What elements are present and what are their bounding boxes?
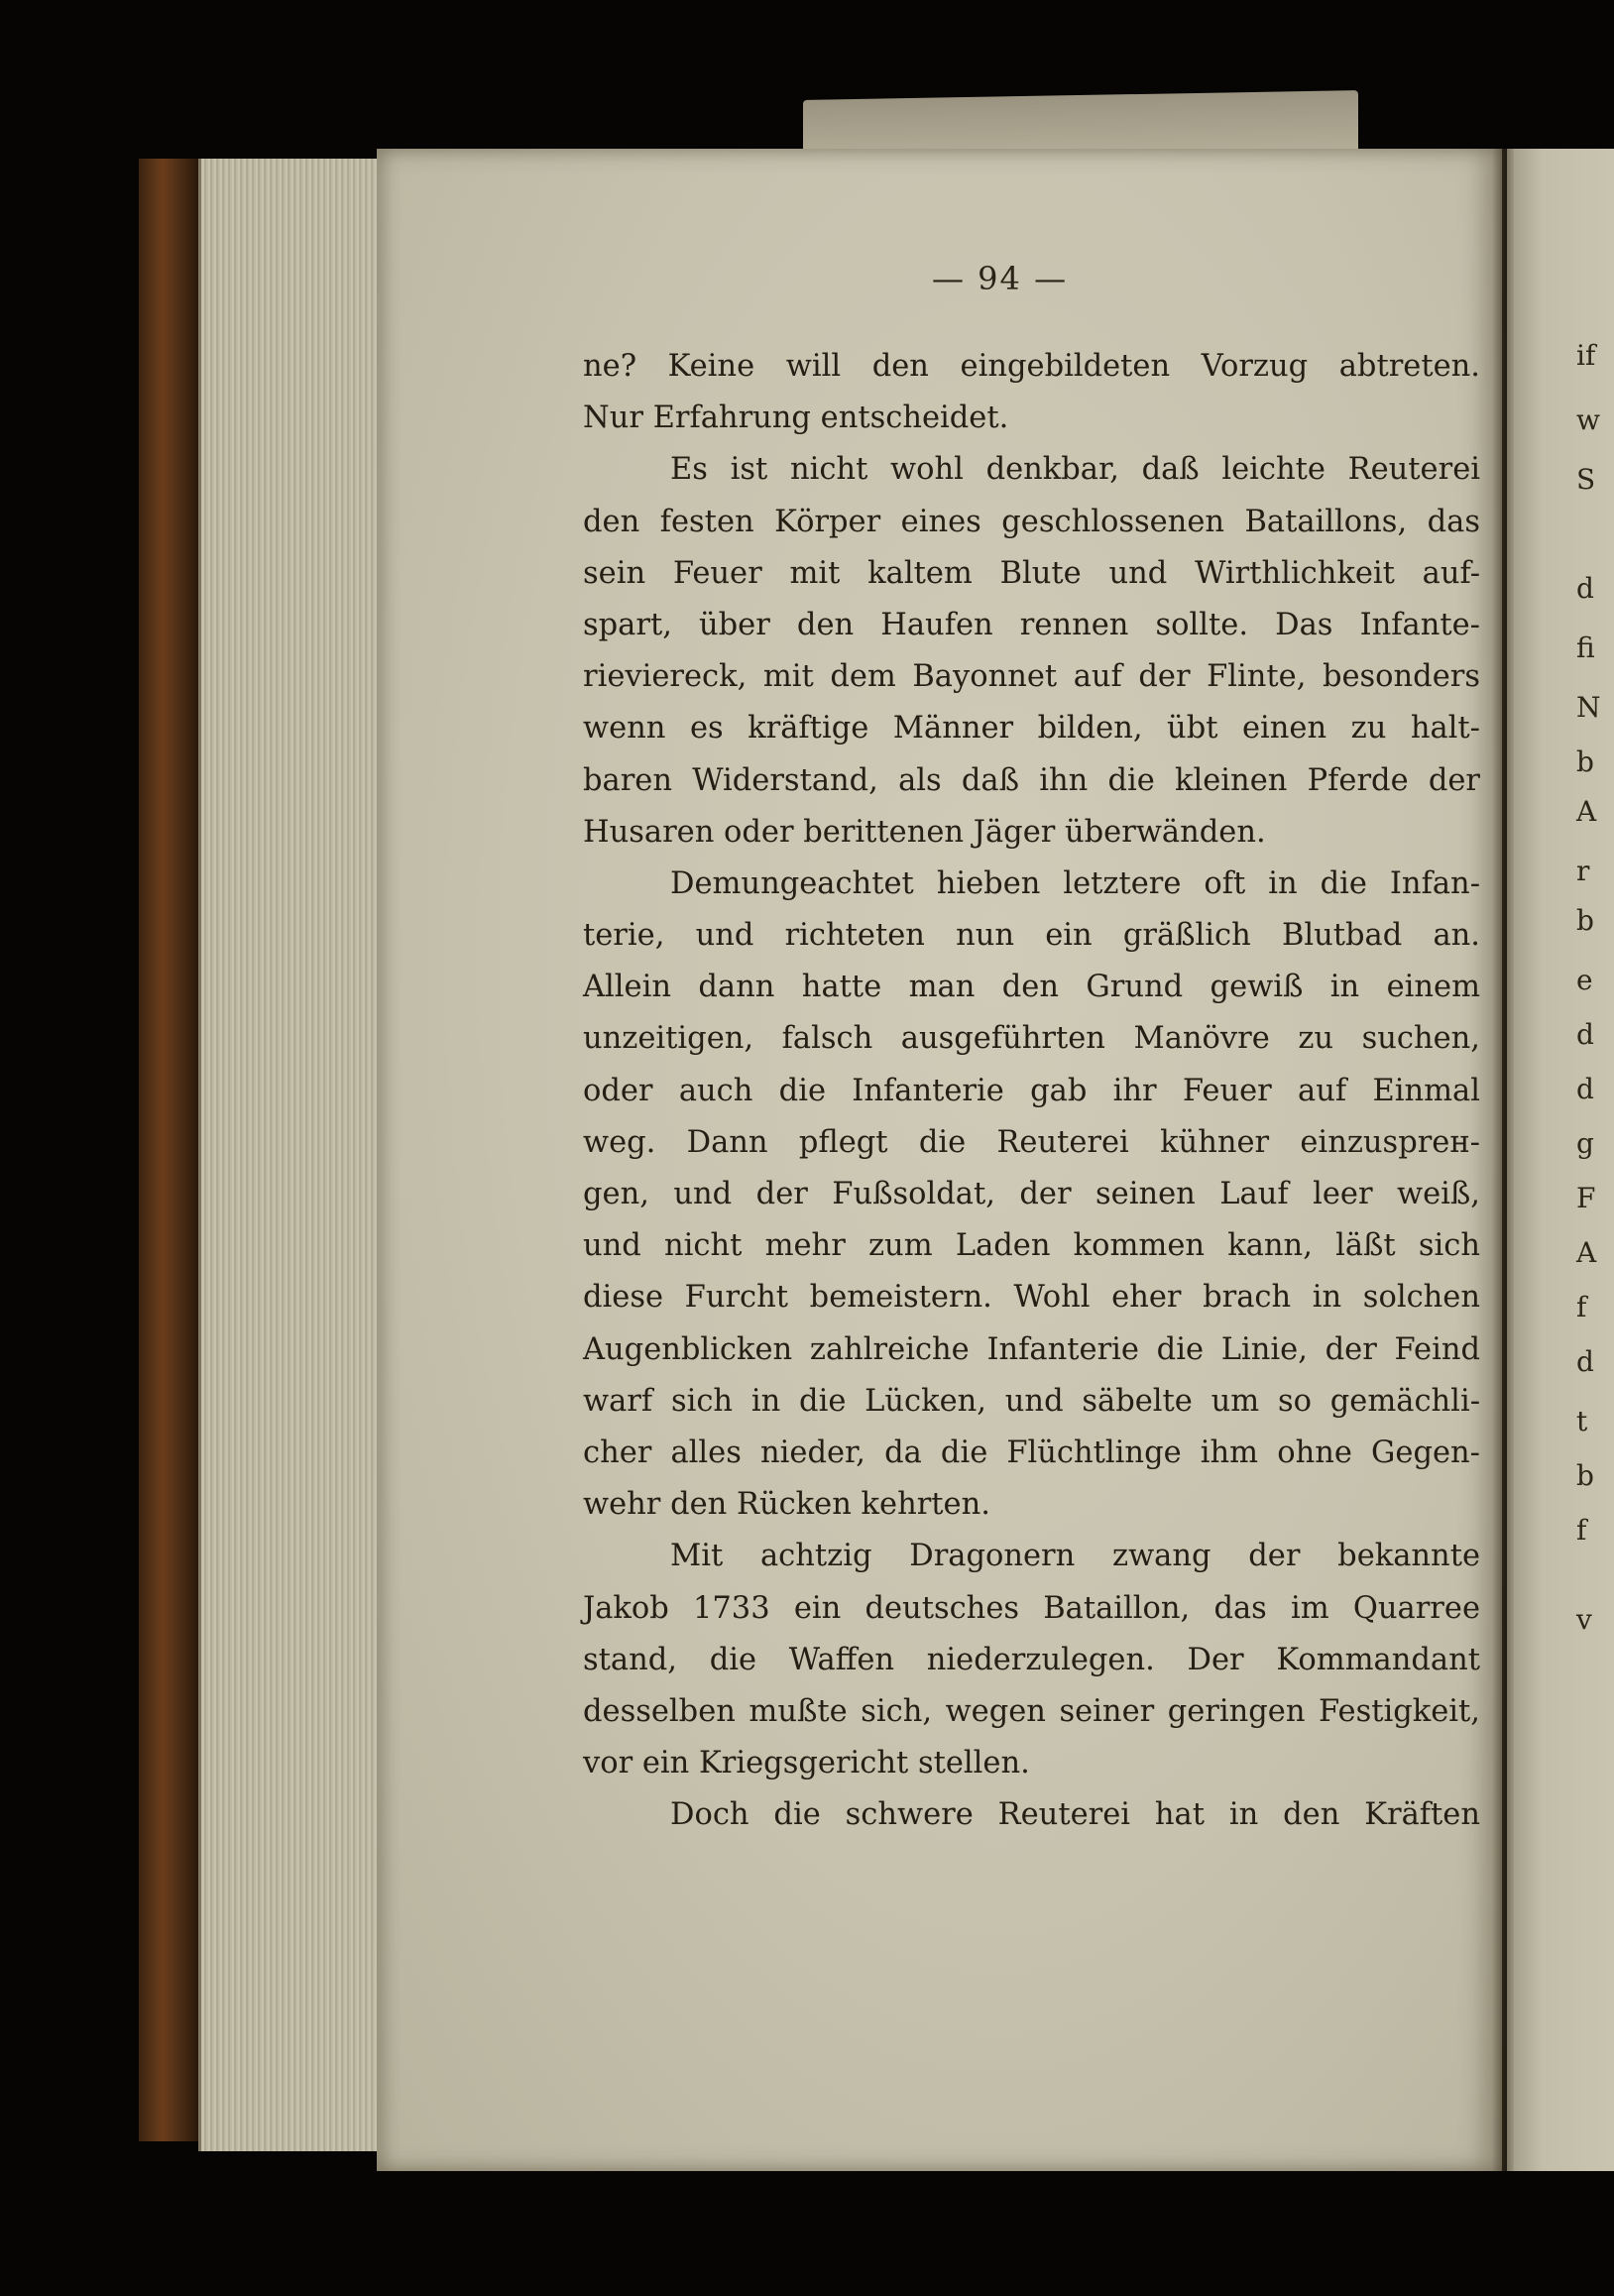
text-line: spart, über den Haufen rennen sollte. Das Infante- <box>583 607 1480 642</box>
facing-page-letter: b <box>1576 904 1594 937</box>
facing-page-letter: r <box>1576 855 1590 887</box>
text-line: terie, und richteten nun ein gräßlich Blutbad an. <box>583 918 1480 954</box>
text-line: ne? Keine will den eingebildeten Vorzug abtreten. <box>583 349 1480 384</box>
book-gutter <box>1492 149 1514 2171</box>
facing-page-letter: v <box>1576 1603 1592 1636</box>
text-line: Augenblicken zahlreiche Infanterie die Linie, der Feind <box>583 1331 1480 1367</box>
facing-page-letter: fi <box>1576 631 1595 664</box>
facing-page-letter: A <box>1576 795 1597 828</box>
text-line: Allein dann hatte man den Grund gewiß in einem <box>583 970 1480 1005</box>
text-line: Nur Erfahrung entscheidet. <box>583 401 1009 436</box>
facing-page-letter: b <box>1576 1459 1594 1492</box>
text-line: gen, und der Fußsoldat, der seinen Lauf leer weiß, <box>583 1177 1480 1211</box>
facing-page-letter: f <box>1576 1291 1587 1323</box>
facing-page-letter: f <box>1576 1514 1587 1547</box>
facing-page-letter: d <box>1576 1018 1594 1051</box>
facing-page-letter: g <box>1576 1127 1594 1160</box>
text-line: stand, die Waffen niederzulegen. Der Kommandant <box>583 1642 1480 1677</box>
facing-page-letter: if <box>1576 339 1596 372</box>
text-line: und nicht mehr zum Laden kommen kann, läßt sich <box>583 1228 1480 1264</box>
facing-page-letter: S <box>1576 463 1596 496</box>
text-line: unzeitigen, falsch ausgeführten Manövre zu suchen, <box>583 1021 1480 1057</box>
facing-page-letter: w <box>1576 403 1600 436</box>
text-line: diese Furcht bemeistern. Wohl eher brach in solchen <box>583 1280 1480 1316</box>
page-stack-edge <box>198 159 390 2151</box>
text-line: Husaren oder berittenen Jäger überwänden. <box>583 814 1266 850</box>
text-line: warf sich in die Lücken, und säbelte um so gemächli- <box>583 1383 1480 1419</box>
book-cover-edge <box>139 159 198 2141</box>
facing-page-letter: e <box>1576 964 1593 996</box>
facing-page-letter: d <box>1576 1345 1594 1378</box>
facing-page-letter: b <box>1576 746 1594 778</box>
text-line: Jakob 1733 ein deutsches Bataillon, das im Quarree <box>583 1590 1480 1626</box>
text-line: desselben mußte sich, wegen seiner geringen Festigkeit, <box>583 1693 1480 1729</box>
text-line: den festen Körper eines geschlossenen Bataillons, das <box>583 504 1480 539</box>
text-line: Demungeachtet hieben letztere oft in die Infan- <box>670 865 1480 901</box>
text-line: wenn es kräftige Männer bilden, übt einen zu halt- <box>583 711 1480 746</box>
text-line: vor ein Kriegsgericht stellen. <box>583 1746 1030 1781</box>
page-number: — 94 — <box>932 260 1069 297</box>
facing-page-letter: d <box>1576 1073 1594 1105</box>
text-line: rieviereck, mit dem Bayonnet auf der Flinte, besonders <box>583 659 1480 695</box>
text-line: Es ist nicht wohl denkbar, daß leichte Reuterei <box>670 452 1480 488</box>
text-line: oder auch die Infanterie gab ihr Feuer auf Einmal <box>583 1073 1480 1108</box>
facing-page <box>1507 149 1614 2171</box>
text-line: Mit achtzig Dragonern zwang der bekannte <box>670 1539 1480 1574</box>
facing-page-letter: F <box>1576 1182 1596 1214</box>
text-line: cher alles nieder, da die Flüchtlinge ihm ohne Gegen- <box>583 1435 1480 1470</box>
facing-page-letter: t <box>1576 1405 1588 1437</box>
text-line: weg. Dann pflegt die Reuterei kühner einzusprен- <box>583 1124 1480 1160</box>
text-line: wehr den Rücken kehrten. <box>583 1487 990 1523</box>
facing-page-letter: N <box>1576 691 1601 724</box>
page-body-text <box>583 341 1480 1841</box>
text-line: baren Widerstand, als daß ihn die kleinen Pferde der <box>583 762 1480 798</box>
facing-page-letter: A <box>1576 1236 1597 1269</box>
facing-page-letter: d <box>1576 572 1594 605</box>
text-line: sein Feuer mit kaltem Blute und Wirthlichkeit auf- <box>583 555 1480 591</box>
text-line: Doch die schwere Reuterei hat in den Kräften <box>670 1797 1480 1833</box>
